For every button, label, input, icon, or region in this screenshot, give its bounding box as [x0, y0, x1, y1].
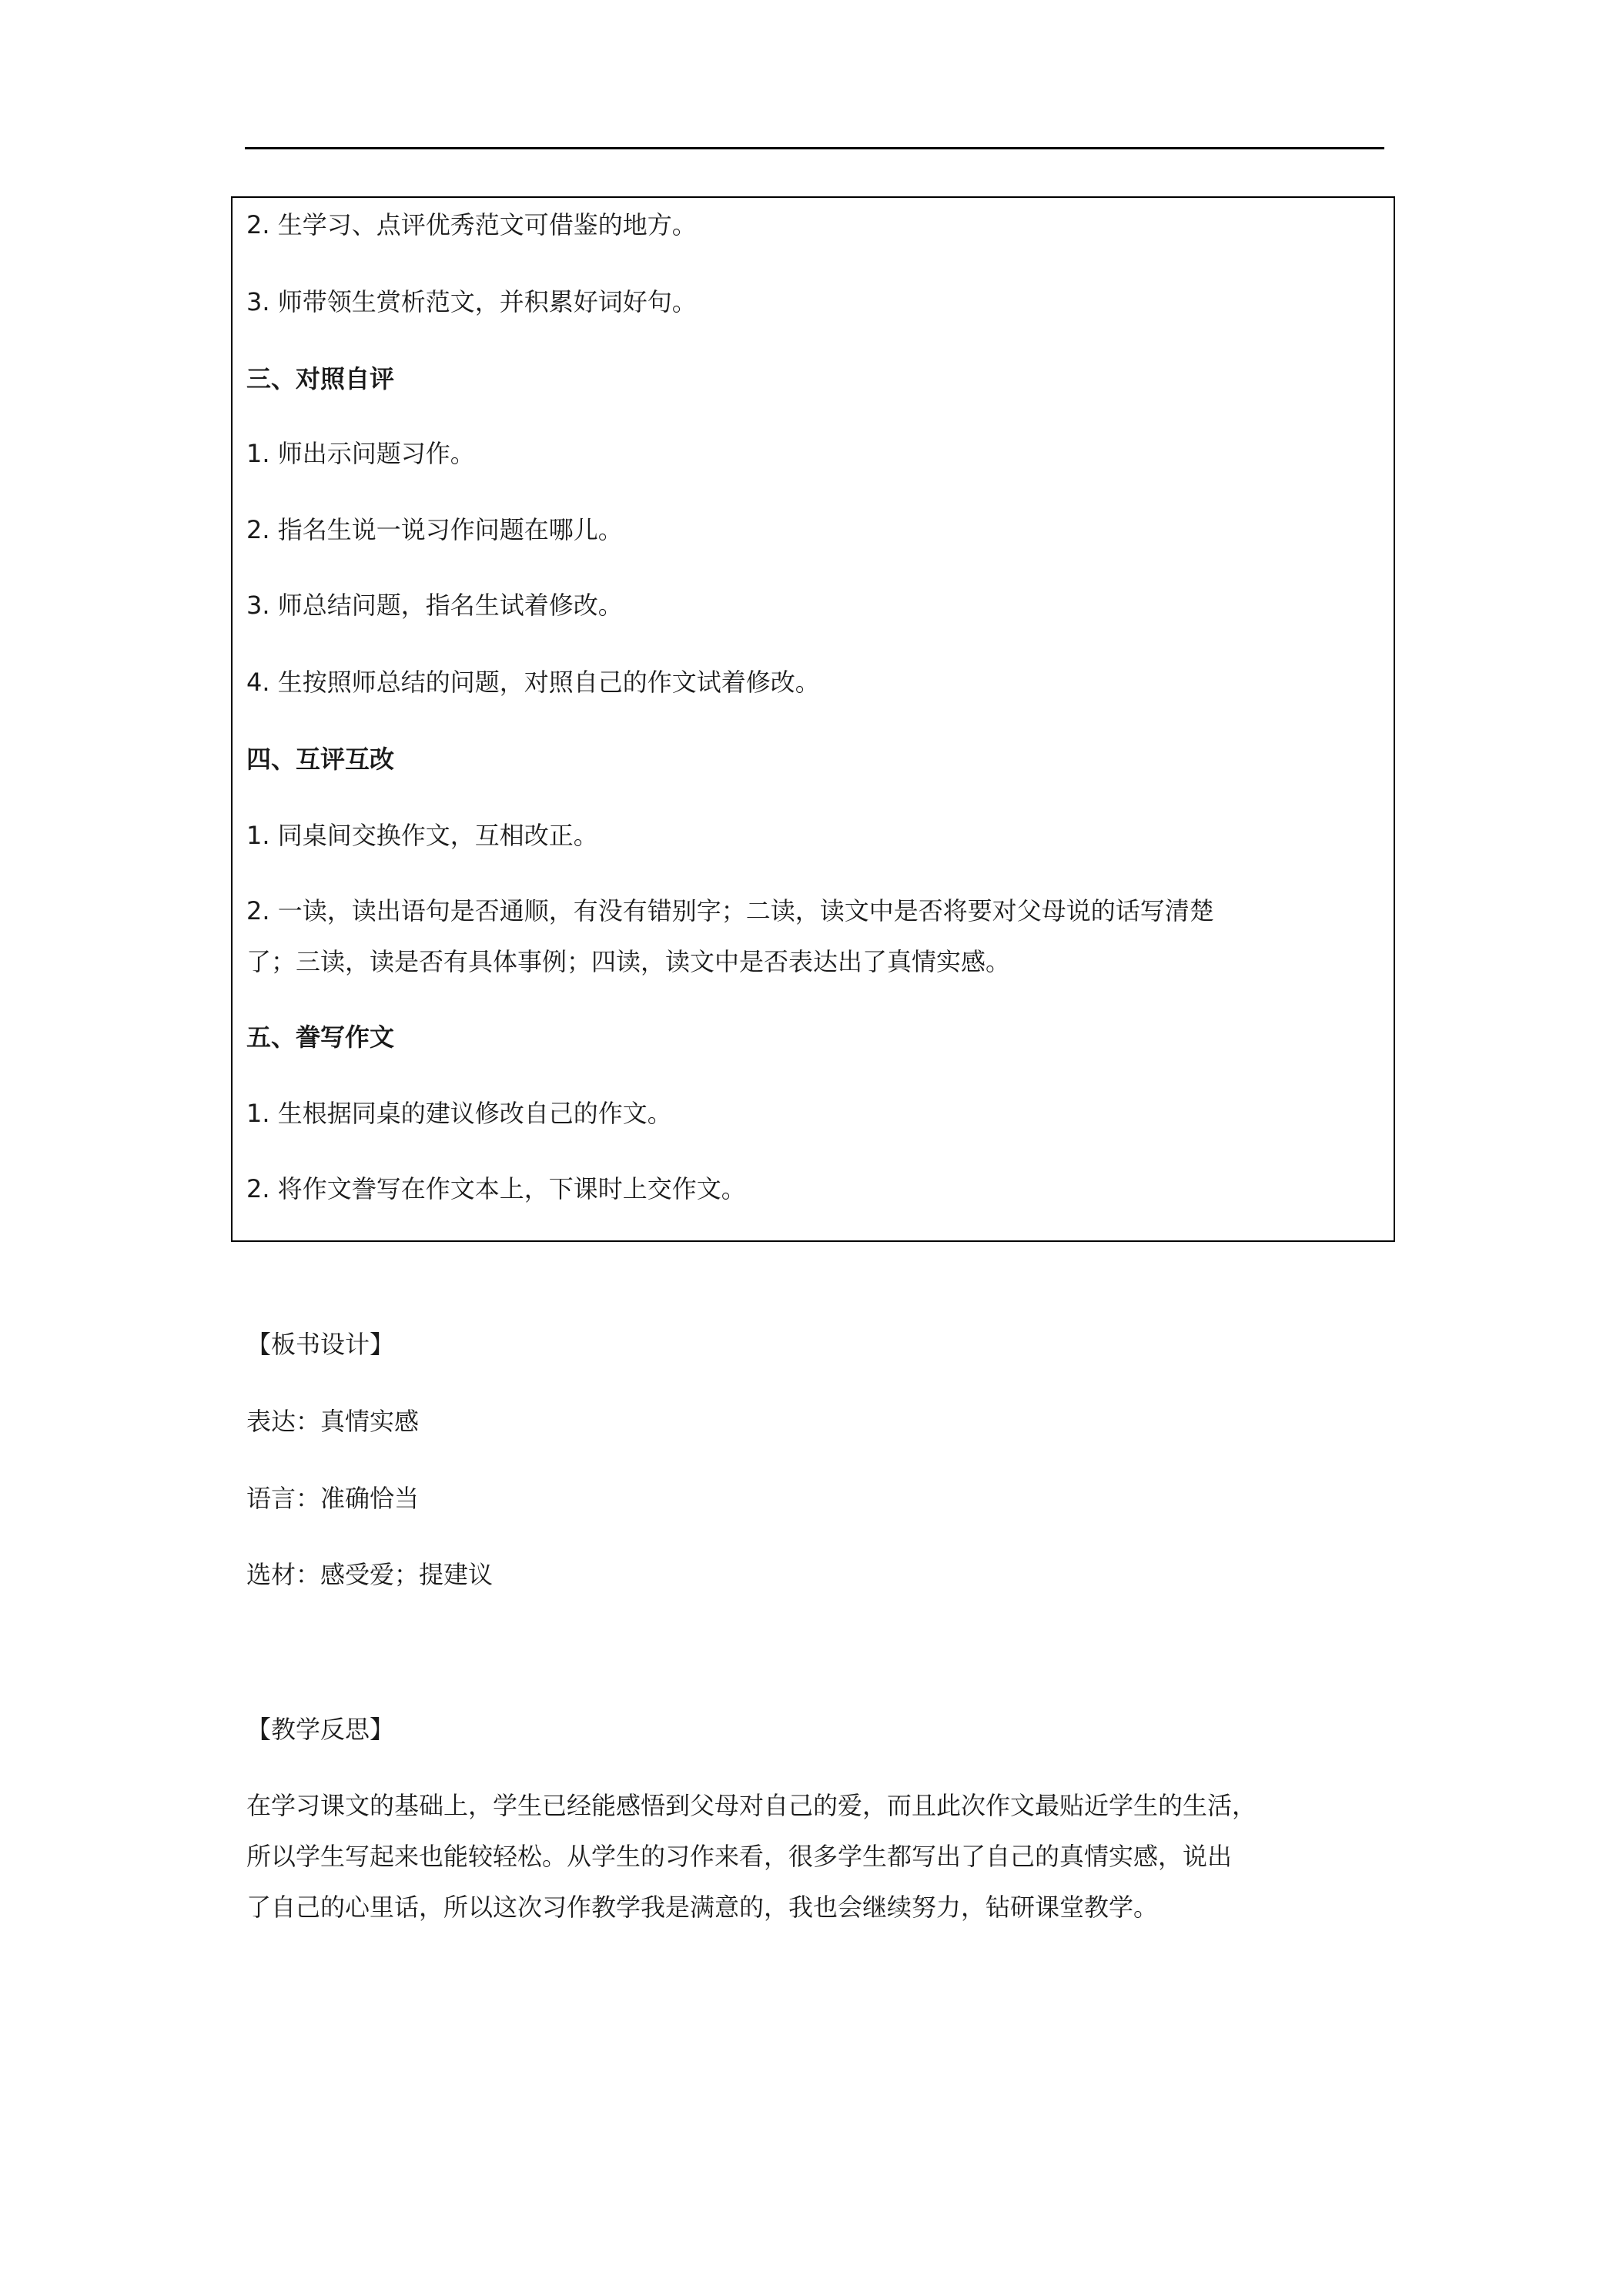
- step-item: 1. 师出示问题习作。: [246, 439, 475, 468]
- header-rule: [245, 147, 1384, 149]
- section-heading: 四、互评互改: [246, 745, 395, 774]
- step-item: 2. 生学习、点评优秀范文可借鉴的地方。: [246, 210, 697, 239]
- step-item-continued: 了；三读，读是否有具体事例；四读，读文中是否表达出了真情实感。: [246, 947, 1011, 976]
- step-item: 2. 指名生说一说习作问题在哪儿。: [246, 515, 623, 544]
- reflection-line: 在学习课文的基础上，学生已经能感悟到父母对自己的爱，而且此次作文最贴近学生的生活，: [246, 1791, 1257, 1820]
- reflection-line: 了自己的心里话，所以这次习作教学我是满意的，我也会继续努力，钻研课堂教学。: [246, 1893, 1159, 1922]
- step-item: 1. 同桌间交换作文，互相改正。: [246, 821, 598, 850]
- step-item: 1. 生根据同桌的建议修改自己的作文。: [246, 1099, 672, 1128]
- step-item: 4. 生按照师总结的问题，对照自己的作文试着修改。: [246, 668, 820, 697]
- board-design-title: 【板书设计】: [246, 1330, 395, 1359]
- section-heading: 三、对照自评: [246, 364, 395, 393]
- reflection-title: 【教学反思】: [246, 1715, 395, 1744]
- board-design-line: 选材：感受爱；提建议: [246, 1560, 494, 1589]
- step-item: 3. 师总结问题，指名生试着修改。: [246, 591, 623, 620]
- step-item: 2. 一读，读出语句是否通顺，有没有错别字；二读，读文中是否将要对父母说的话写清楚: [246, 896, 1214, 925]
- reflection-line: 所以学生写起来也能较轻松。从学生的习作来看，很多学生都写出了自己的真情实感，说出: [246, 1842, 1233, 1871]
- section-heading: 五、誊写作文: [246, 1022, 395, 1052]
- board-design-line: 表达：真情实感: [246, 1407, 420, 1436]
- board-design-line: 语言：准确恰当: [246, 1484, 420, 1513]
- step-item: 2. 将作文誊写在作文本上，下课时上交作文。: [246, 1174, 746, 1203]
- step-item: 3. 师带领生赏析范文，并积累好词好句。: [246, 287, 697, 316]
